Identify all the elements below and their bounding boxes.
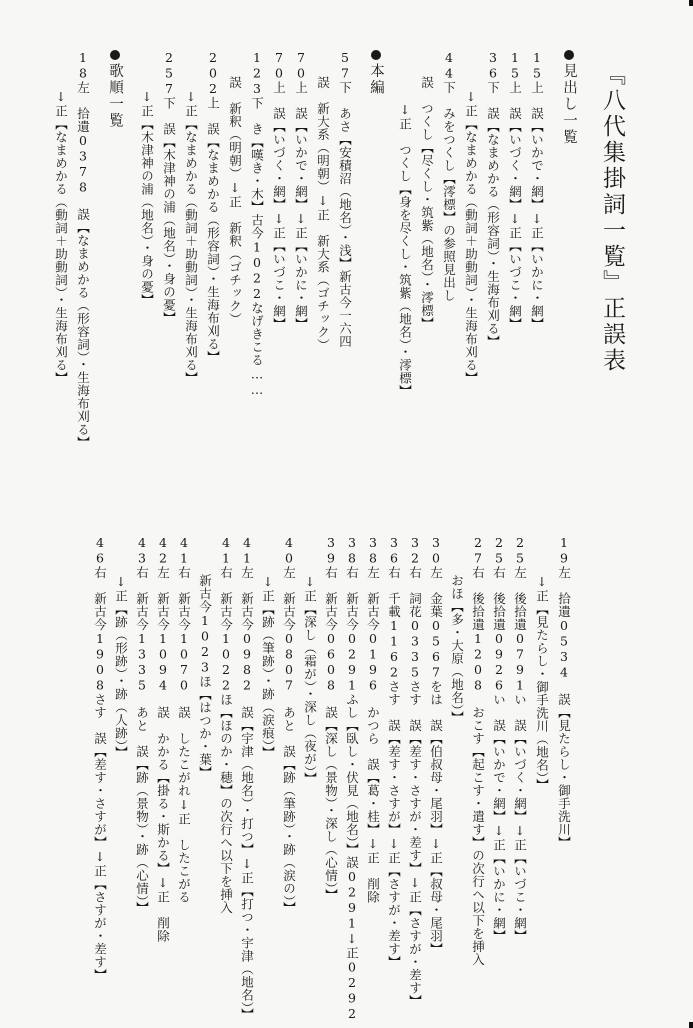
bullet-icon [110, 50, 120, 60]
bullet-icon [371, 50, 381, 60]
errata-line: 44下 みをつくし【澪標】の参照見出し [441, 50, 457, 302]
section-heading-midashi [559, 50, 580, 146]
section-label: 本編 [368, 63, 384, 96]
errata-line: ↓正【なまめかる（動詞＋助動詞）・生海布刈る】 [463, 50, 479, 385]
errata-line: 41右 新古今1022ほ【ほのか・穂】の次行へ以下を挿入 [218, 535, 234, 914]
bullet-icon [564, 50, 574, 60]
errata-line: ↓正【なまめかる（動詞＋助動詞）・生海布刈る】 [53, 50, 69, 385]
section-heading-kajun [105, 50, 126, 129]
errata-line: 25左 後拾遺0791い 誤【いづく・網】↓正【いづこ・網】 [512, 535, 528, 943]
errata-line: 36下 誤【なまめかる（形容詞）・生海布刈る】 [485, 50, 501, 348]
section-label: 歌順一覧 [107, 63, 123, 129]
errata-line: ↓正【見たらし・御手洗川（地名）】 [534, 535, 550, 792]
errata-line: おほ【多・大原（地名）】 [449, 535, 465, 724]
errata-line: ↓正【跡（形跡）・跡（人跡）】 [113, 535, 129, 759]
errata-line: ↓正 つくし【身を尽くし・筑紫（地名）・澪標】 [397, 50, 413, 398]
errata-line: 27右 後拾遺1208 おこす【起こす・遣す】の次行へ以下を挿入 [470, 535, 486, 966]
crop-mark [689, 1022, 693, 1028]
errata-line: 39右 新古今0608 誤【深し（景物）・深し（心情）】 [323, 535, 339, 902]
errata-line: 誤 新釈（明朝）↓正 新釈（ゴチック） [227, 50, 243, 326]
errata-line: 41右 新古今1070 誤 したこがれ↓正 したこがる [176, 535, 192, 904]
page-title: 『八代集掛詞一覧』正誤表 [599, 62, 625, 374]
errata-line: 257下 誤【木津神の浦（地名）・身の憂】 [161, 50, 177, 325]
errata-line: 新古今1023ほ【はつか・葉】 [197, 535, 213, 779]
errata-line: 38左 新古今0196 かつら 誤【葛・桂】↓正 削除 [365, 535, 381, 904]
errata-line: 42左 新古今1094 誤 かかる【掛る・斯かる】↓正 削除 [155, 535, 171, 943]
errata-line: 202上 誤【なまめかる（形容詞）・生海布刈る】 [205, 50, 221, 364]
errata-line: ↓正【跡（筆跡）・跡（涙痕）】 [260, 535, 276, 759]
errata-line: 70上 誤【いづく・網】↓正【いづこ・網】 [271, 50, 287, 331]
errata-line: 36右 千載1162さす 誤【差す・さすが】↓正【さすが・差す】 [386, 535, 402, 969]
errata-line: 41左 新古今0982 誤【宇津（地名）・打つ】↓正【打つ・宇津（地名）】 [239, 535, 255, 1021]
errata-line: 40左 新古今0807 あと 誤【跡（筆跡）・跡（涙の）】 [281, 535, 297, 915]
section-heading-honpen [366, 50, 387, 96]
errata-line: 38右 新古今0291ふし【臥し・伏見（地名）】誤0291↓正0292 [344, 535, 360, 1022]
errata-line: 誤 つくし【尽くし・筑紫（地名）・澪標】 [419, 50, 435, 330]
errata-line: 19左 拾遺0534 誤【見たらし・御手洗川】 [556, 535, 572, 849]
errata-line: 57下 あさ【安積沼（地名）・浅】新古今一六四 [337, 50, 353, 348]
errata-line: ↓正【深し（霜が）・深し（夜が）】 [302, 535, 318, 785]
errata-line: 70上 誤【いかで・網】↓正【いかに・網】 [293, 50, 309, 331]
errata-line: 46右 新古今1908さす 誤【差す・さすが】↓正【さすが・差す】 [92, 535, 108, 982]
errata-line: 25右 後拾遺0926い 誤【いかで・網】↓正【いかに・網】 [491, 535, 507, 943]
errata-line: 123下 き【嘆き・木】古今1022なげきこる…… [249, 50, 265, 398]
errata-line: 18左 拾遺0378 誤【なまめかる（形容詞）・生海布刈る】 [75, 50, 91, 449]
section-label: 見出し一覧 [561, 63, 577, 146]
errata-line: 15上 誤【いかで・網】↓正【いかに・網】 [529, 50, 545, 331]
errata-line: ↓正【なまめかる（動詞＋助動詞）・生海布刈る】 [183, 50, 199, 385]
errata-line: 誤 新大系（明朝）↓正 新大系（ゴチック） [315, 50, 331, 352]
errata-line: ↓正【木津神の浦（地名）・身の憂】 [139, 50, 155, 307]
errata-line: 32右 詞花0335さす 誤【差す・さすが・差す】↓正【さすが・差す】 [407, 535, 423, 1008]
errata-line: 43右 新古今1335 あと 誤【跡（景物）・跡（心情）】 [134, 535, 150, 915]
crop-mark [689, 0, 693, 6]
errata-line: 30左 金葉0567をは 誤【伯叔母・尾羽】↓正【叔母・尾羽】 [428, 535, 444, 956]
errata-line: 15上 誤【いづく・網】↓正【いづこ・網】 [507, 50, 523, 331]
